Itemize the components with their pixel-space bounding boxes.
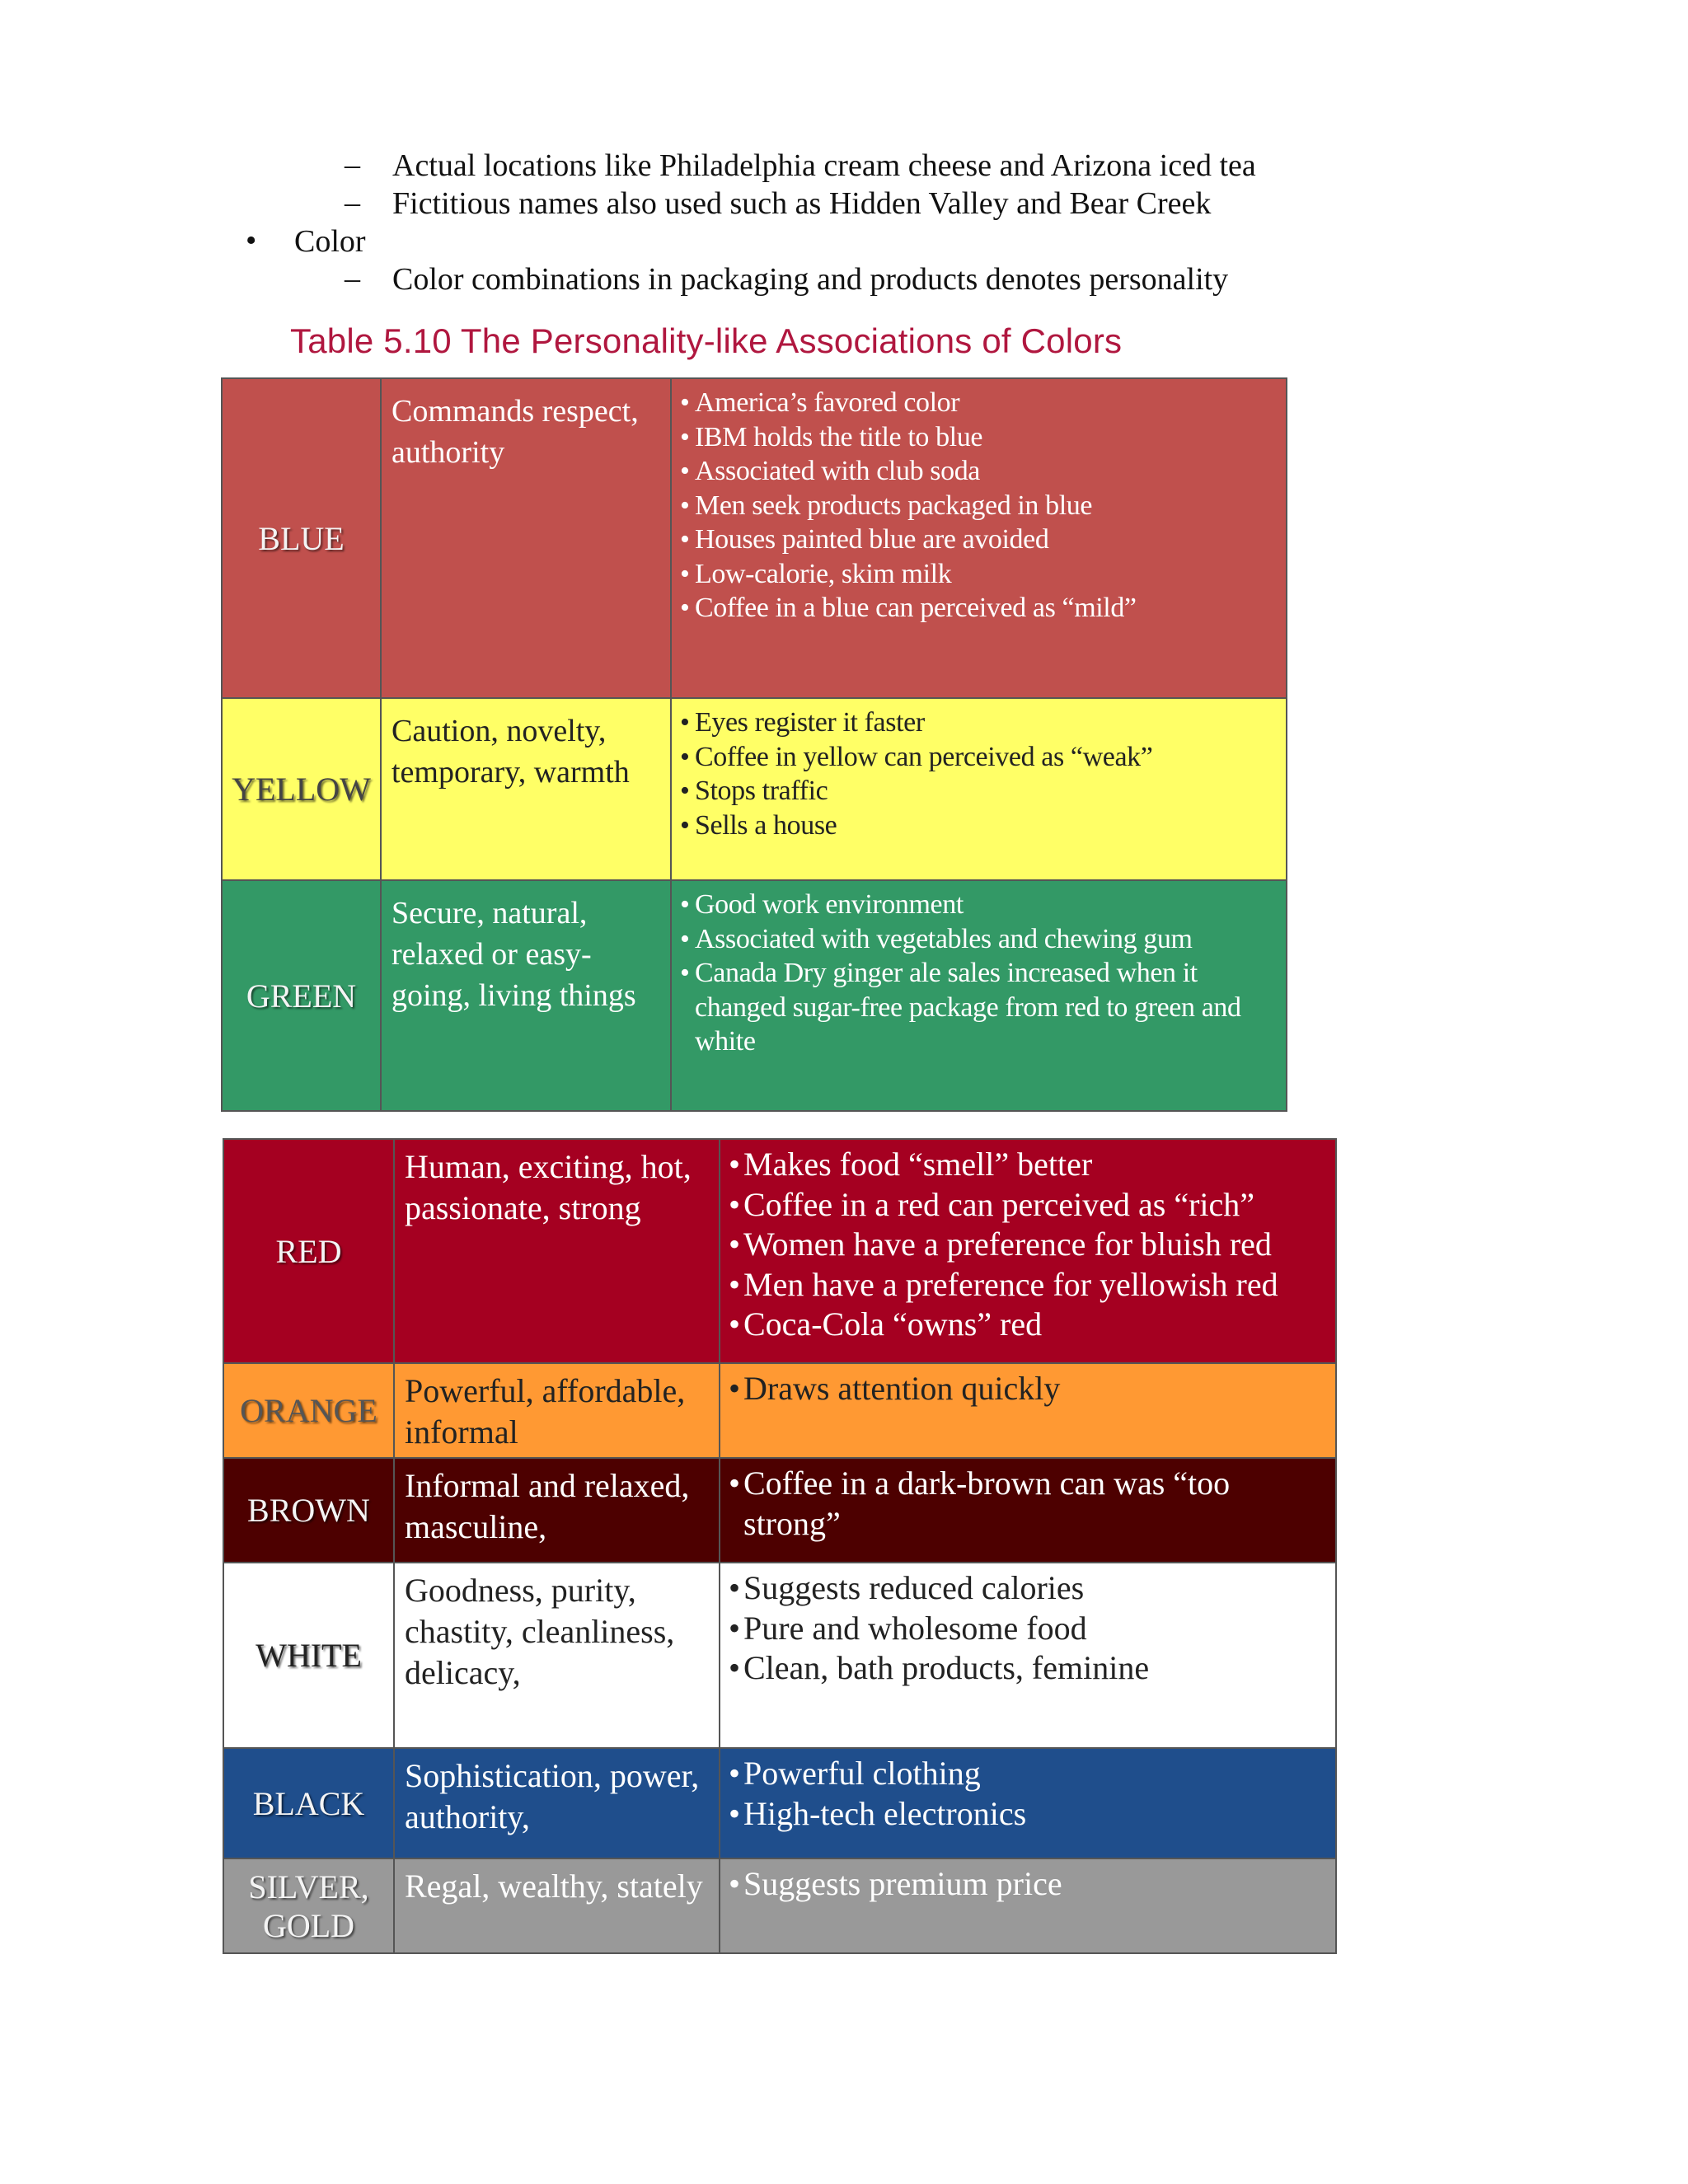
note-item: • Coca-Cola “owns” red xyxy=(729,1305,1327,1345)
notes-cell xyxy=(720,1748,1336,1858)
note-item: • Women have a preference for bluish red xyxy=(729,1225,1327,1265)
note-item: • Eyes register it faster xyxy=(680,705,1278,740)
table-row xyxy=(223,1748,1336,1858)
notes-list xyxy=(672,379,1286,626)
note-item: • Draws attention quickly xyxy=(729,1369,1327,1409)
color-name: BLACK xyxy=(252,1784,365,1822)
association-cell xyxy=(381,378,671,698)
notes-cell xyxy=(720,1139,1336,1363)
notes-list xyxy=(720,1749,1335,1834)
table-row xyxy=(222,698,1287,880)
table-row xyxy=(223,1563,1336,1748)
dash-marker: – xyxy=(345,148,360,182)
color-name-cell xyxy=(222,698,381,880)
note-item: • Pure and wholesome food xyxy=(729,1609,1327,1649)
association-text: Caution, novelty, temporary, warmth xyxy=(392,714,630,790)
note-item: • Good work environment xyxy=(680,888,1278,922)
color-name-cell xyxy=(223,1458,394,1563)
note-item: • Clean, bath products, feminine xyxy=(729,1648,1327,1689)
outline-item-locations: Actual locations like Philadelphia cream cheese and Arizona iced tea xyxy=(392,148,1256,183)
note-item: • Powerful clothing xyxy=(729,1754,1327,1794)
association-cell xyxy=(394,1139,720,1363)
association-cell xyxy=(394,1563,720,1748)
outline-item-combinations: Color combinations in packaging and products denotes personality xyxy=(392,262,1229,297)
note-item: • Stops traffic xyxy=(680,774,1278,808)
association-cell xyxy=(394,1858,720,1953)
note-item: • Low-calorie, skim milk xyxy=(680,557,1278,592)
table-row xyxy=(223,1363,1336,1458)
notes-list xyxy=(720,1459,1335,1544)
color-name: BLUE xyxy=(258,519,345,557)
notes-cell xyxy=(671,378,1287,698)
note-item: • Coffee in a dark-brown can was “too strong” xyxy=(729,1464,1327,1544)
association-cell xyxy=(394,1748,720,1858)
note-item: • America’s favored color xyxy=(680,386,1278,420)
association-cell xyxy=(381,698,671,880)
color-name-cell xyxy=(223,1363,394,1458)
color-name-cell xyxy=(223,1139,394,1363)
notes-cell xyxy=(671,880,1287,1111)
note-item: • Coffee in a red can perceived as “rich” xyxy=(729,1185,1327,1226)
note-item: • Houses painted blue are avoided xyxy=(680,523,1278,557)
note-item: • Suggests reduced calories xyxy=(729,1568,1327,1609)
notes-cell xyxy=(720,1458,1336,1563)
note-item: • High-tech electronics xyxy=(729,1794,1327,1835)
table-row xyxy=(222,378,1287,698)
notes-cell xyxy=(720,1563,1336,1748)
notes-list xyxy=(672,881,1286,1059)
color-name: RED xyxy=(275,1232,342,1270)
association-text: Sophistication, power, authority, xyxy=(405,1757,700,1835)
association-text: Powerful, affordable, informal xyxy=(405,1372,686,1451)
note-item: • Men seek products packaged in blue xyxy=(680,489,1278,523)
notes-list xyxy=(720,1563,1335,1689)
note-item: • Associated with vegetables and chewing gum xyxy=(680,922,1278,957)
color-name-cell xyxy=(223,1858,394,1953)
notes-cell xyxy=(720,1858,1336,1953)
notes-cell xyxy=(720,1363,1336,1458)
association-text: Commands respect, authority xyxy=(392,394,639,470)
dash-marker: – xyxy=(345,185,360,220)
association-cell xyxy=(381,880,671,1111)
color-name-cell xyxy=(223,1563,394,1748)
colors-table-bottom xyxy=(223,1138,1337,1954)
note-item: • Suggests premium price xyxy=(729,1864,1327,1905)
dash-marker: – xyxy=(345,261,360,296)
color-name: YELLOW xyxy=(232,771,371,808)
table-row xyxy=(223,1139,1336,1363)
association-cell xyxy=(394,1363,720,1458)
table-row xyxy=(223,1458,1336,1563)
note-item: • Associated with club soda xyxy=(680,454,1278,489)
color-name-cell xyxy=(223,1748,394,1858)
notes-list xyxy=(672,699,1286,842)
note-item: • Makes food “smell” better xyxy=(729,1145,1327,1185)
outline-item-fictitious: Fictitious names also used such as Hidden Valley and Bear Creek xyxy=(392,186,1212,221)
notes-cell xyxy=(671,698,1287,880)
note-item: • Canada Dry ginger ale sales increased when it changed sugar-free package from red to green and white xyxy=(680,956,1278,1059)
association-text: Regal, wealthy, stately xyxy=(405,1868,703,1905)
notes-list xyxy=(720,1140,1335,1345)
table-caption: Table 5.10 The Personality-like Associations of Colors xyxy=(290,321,1123,360)
bullet-marker: • xyxy=(246,223,257,258)
color-name: GREEN xyxy=(246,977,357,1015)
notes-list xyxy=(720,1364,1335,1409)
association-text: Informal and relaxed, masculine, xyxy=(405,1467,690,1545)
note-item: • Sells a house xyxy=(680,808,1278,843)
color-name-cell xyxy=(222,880,381,1111)
color-name: BROWN xyxy=(247,1492,370,1529)
table-row xyxy=(222,880,1287,1111)
association-cell xyxy=(394,1458,720,1563)
notes-list xyxy=(720,1859,1335,1905)
color-name: WHITE xyxy=(256,1637,362,1674)
colors-table-top xyxy=(221,377,1287,1112)
note-item: • IBM holds the title to blue xyxy=(680,420,1278,455)
color-name: SILVER, GOLD xyxy=(248,1868,369,1944)
color-name: ORANGE xyxy=(240,1392,377,1429)
note-item: • Men have a preference for yellowish red xyxy=(729,1265,1327,1305)
outline-item-color: Color xyxy=(294,224,366,259)
note-item: • Coffee in yellow can perceived as “weak” xyxy=(680,740,1278,775)
association-text: Secure, natural, relaxed or easy-going, living things xyxy=(392,896,636,1013)
association-text: Human, exciting, hot, passionate, strong xyxy=(405,1148,692,1226)
note-item: • Coffee in a blue can perceived as “mild” xyxy=(680,591,1278,626)
association-text: Goodness, purity, chastity, cleanliness, delicacy, xyxy=(405,1572,675,1691)
color-name-cell xyxy=(222,378,381,698)
table-row xyxy=(223,1858,1336,1953)
